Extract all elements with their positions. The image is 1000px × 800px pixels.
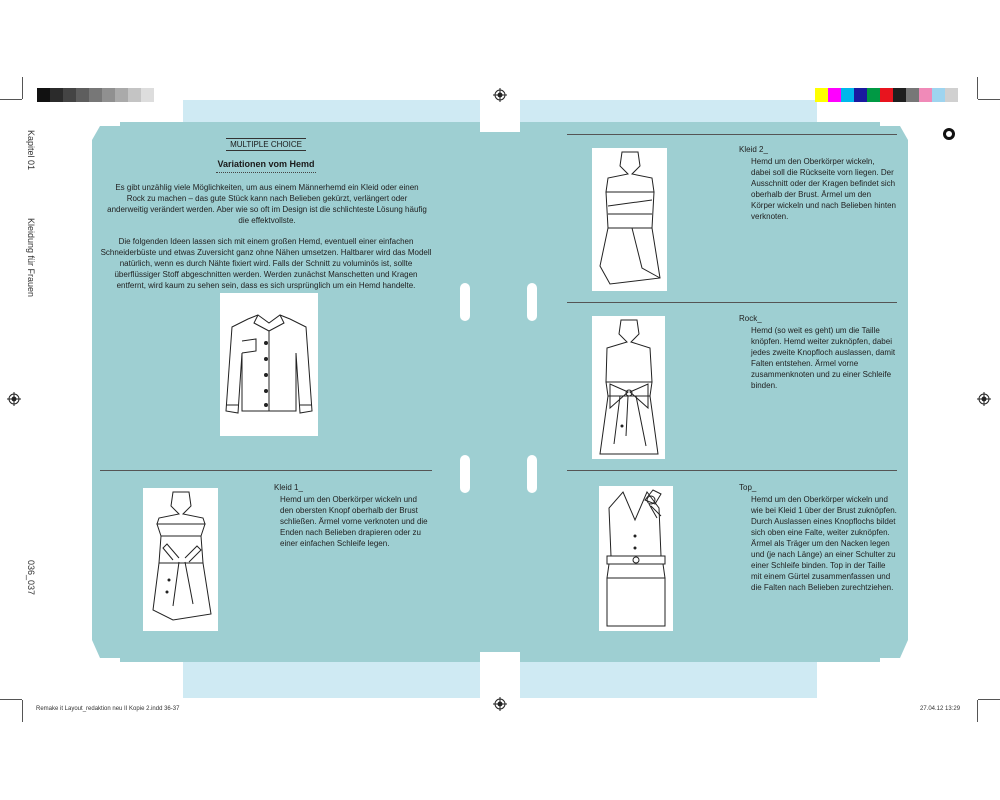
gray-swatch (906, 88, 919, 102)
gray-swatch (37, 88, 50, 102)
lightgray-swatch (945, 88, 958, 102)
kleid2-title: Kleid 2_ (739, 145, 768, 154)
black-swatch (893, 88, 906, 102)
gray-swatch (141, 88, 154, 102)
section-label-text: MULTIPLE CHOICE (230, 140, 302, 149)
magenta-swatch (828, 88, 841, 102)
file-info: Remake it Layout_redaktion neu II Kopie 2.indd 36-37 (36, 706, 180, 712)
page-title: Variationen vom Hemd (217, 159, 315, 169)
gray-swatch (128, 88, 141, 102)
top-text: Hemd um den Oberkörper wickeln und wie bei Kleid 1 über der Brust zuknöpfen. Durch Auslassen eines Knopflochs bildet sich oben eine Falte, weiter zuknöpfen. Ärmel als Träger um den Nacken legen und (je nach Länge) an einer Schulter zu einer Schleife binden. Top in der Taille mit einem Gürtel zusammenfassen und die Falten nach Belieben zurechtziehen. (751, 495, 897, 592)
binding-slot (527, 455, 537, 493)
gray-swatch (63, 88, 76, 102)
crop-mark (977, 700, 978, 722)
side-page-number: 036_037 (26, 560, 36, 596)
cyan-swatch (841, 88, 854, 102)
intro-paragraph: Es gibt unzählig viele Möglichkeiten, um aus einem Männerhemd ein Kleid oder einen Rock zu machen – das gute Stück kann nach Belieben gekürzt, verlängert oder anderweitig verändert werden. Aber wie so oft im Design ist die schlichteste Lösung häufig die effektvollste. (107, 183, 427, 225)
registration-mark-icon (493, 88, 507, 102)
date-info: 27.04.12 13:29 (920, 706, 961, 712)
yellow-swatch (815, 88, 828, 102)
gray-swatch (102, 88, 115, 102)
separator-line (567, 302, 897, 303)
crop-mark (977, 77, 978, 99)
separator-line (567, 134, 897, 135)
side-title: Kleidung für Frauen (26, 218, 36, 298)
red-swatch (880, 88, 893, 102)
green-swatch (867, 88, 880, 102)
blue-swatch (854, 88, 867, 102)
gray-swatch (89, 88, 102, 102)
section-label (226, 138, 306, 151)
rock-title: Rock_ (739, 314, 762, 323)
registration-mark-icon (7, 392, 21, 406)
binding-slot (460, 283, 470, 321)
pink-swatch (919, 88, 932, 102)
side-chapter: Kapitel 01 (26, 130, 36, 171)
page-corner-icon (942, 127, 956, 141)
crop-mark (978, 699, 1000, 700)
dress-2-illustration (592, 148, 667, 291)
crop-mark (0, 99, 22, 100)
registration-mark-icon (493, 697, 507, 711)
separator-line (100, 470, 432, 471)
crop-mark (22, 700, 23, 722)
dress-1-illustration (143, 488, 218, 631)
rock-text: Hemd (so weit es geht) um die Taille knöpfen. Hemd weiter zuknöpfen, dabei jedes zweite Knopfloch auslassen, damit Falten entstehen. Ärmel vorne zusammenknoten und zu einer Schleife binden. (751, 326, 896, 390)
kleid1-text: Hemd um den Oberkörper wickeln und den obersten Knopf oberhalb der Brust schließen. Ärmel vorne verknoten und die Enden nach Belieben drapieren oder zu einer einfachen Schleife legen. (280, 495, 428, 548)
top-title: Top_ (739, 483, 757, 492)
skirt-illustration (592, 316, 665, 459)
kleid1-title: Kleid 1_ (274, 483, 303, 492)
binding-slot (460, 455, 470, 493)
kleid2-text: Hemd um den Oberkörper wickeln, dabei soll die Rückseite vorn liegen. Der Ausschnitt oder der Kragen befindet sich oberhalb der Brust. Ärmel um den Körper wickeln und nach Belieben hinten verknoten. (751, 157, 896, 221)
registration-mark-icon (977, 392, 991, 406)
title-underline (216, 172, 316, 173)
gray-swatch (76, 88, 89, 102)
binding-slot (527, 283, 537, 321)
crop-mark (978, 99, 1000, 100)
separator-line (567, 470, 897, 471)
lightblue-swatch (932, 88, 945, 102)
shirt-illustration (220, 293, 318, 436)
gray-swatch (115, 88, 128, 102)
top-illustration (599, 486, 673, 631)
crop-mark (0, 699, 22, 700)
method-paragraph: Die folgenden Ideen lassen sich mit einem großen Hemd, eventuell einer einfachen Schneiderbüste und etwas Zuversicht ganz ohne Nähen umsetzen. Haltbarer wird das Modell natürlich, wenn es durch Nähte fixiert wird. Falls der Schnitt zu voluminös ist, sollte überflüssiger Stoff abgeschnitten werden. Werden zunächst Manschetten und Kragen entfernt, wird kaum zu sehen sein, dass es sich ursprünglich um ein Hemd handelte. (100, 237, 432, 290)
crop-mark (22, 77, 23, 99)
gray-swatch (50, 88, 63, 102)
